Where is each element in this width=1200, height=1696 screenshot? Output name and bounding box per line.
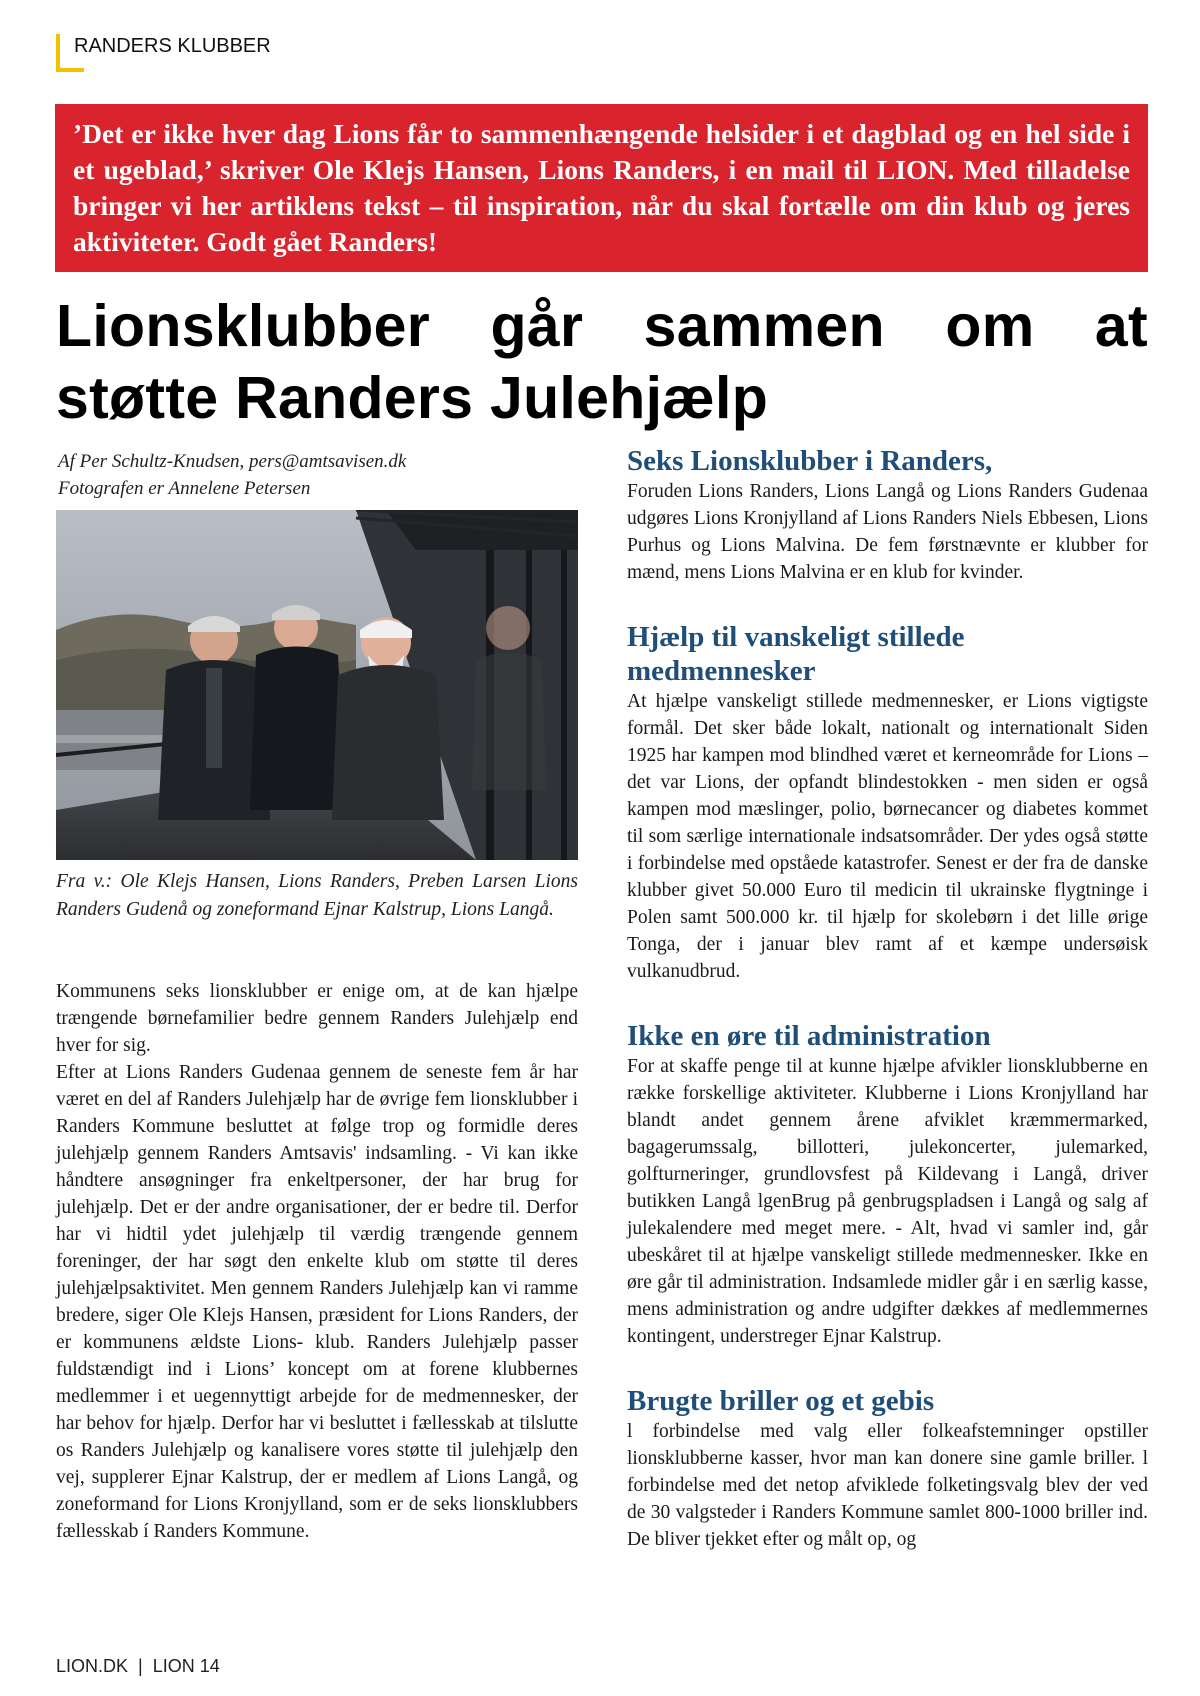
section-tag bbox=[56, 34, 271, 72]
intro-banner bbox=[55, 104, 1148, 272]
footer-page-number: LION 14 bbox=[152, 1656, 220, 1676]
section-heading: Ikke en øre til administration bbox=[627, 1020, 991, 1052]
article-section bbox=[627, 444, 1148, 586]
byline-author: Af Per Schultz-Knudsen, pers@amtsavisen.dk bbox=[58, 451, 407, 472]
article-section bbox=[627, 1384, 1148, 1553]
section-heading: Brugte briller og et gebis bbox=[627, 1385, 935, 1417]
section-heading: Seks Lionsklubber i Randers, bbox=[627, 445, 993, 477]
article-body-left bbox=[56, 978, 578, 1545]
section-text: For at skaffe penge til at kunne hjælpe afvikler lionsklubberne en række forskellige aktiviteter. Klubberne i Lions Kronjylland har blandt andet gennem årene afviklet kræmmermarked, bagagerumssalg, billotteri, julekoncerter, julemarked, golfturneringer, grundlovsfest på Kildevang i Langå, driver butikken Langå lgenBrug på genbrugspladsen i Langå og salg af julekalendere med meget mere. - Alt, hvad vi samler ind, går ubeskåret til at hjælpe vanskeligt stillede medmennesker. Ikke en øre går til administration. Indsamlede midler går i en særlig kasse, mens administration og andre udgifter dækkes af medlemmernes kontingent, understreger Ejnar Kalstrup. bbox=[627, 1056, 1148, 1347]
section-text: Foruden Lions Randers, Lions Langå og Lions Randers Gudenaa udgøres Lions Kronjylland af Lions Randers Niels Ebbesen, Lions Purhus og Lions Malvina. De fem førstnævnte er klubber for mænd, mens Lions Malvina er en klub for kvinder. bbox=[627, 481, 1148, 583]
footer-site-link[interactable]: LION.DK bbox=[56, 1656, 129, 1676]
photo-caption: Fra v.: Ole Klejs Hansen, Lions Randers, Preben Larsen Lions Randers Gudenå og zoneformand Ejnar Kalstrup, Lions Langå. bbox=[56, 871, 578, 920]
page-footer bbox=[56, 1656, 220, 1677]
section-heading: Hjælp til vanskeligt stillede medmennesker bbox=[627, 621, 965, 687]
article-body-right bbox=[627, 444, 1148, 1587]
section-text: l forbindelse med valg eller folkeafstemninger opstiller lionsklubberne kasser, hvor man kan donere sine gamle briller. l forbindelse med det netop afviklede folketingsvalg blev der ved de 30 valgsteder i Randers Kommune samlet 800-1000 briller ind. De bliver tjekket efter og målt op, og bbox=[627, 1421, 1148, 1550]
byline bbox=[58, 448, 578, 502]
article-photo bbox=[56, 510, 578, 860]
article-headline: Lionsklubber går sammen om at støtte Randers Julehjælp bbox=[56, 293, 1148, 431]
intro-banner-text: ’Det er ikke hver dag Lions får to sammenhængende helsider i et dagblad og en hel side i et ugeblad,’ skriver Ole Klejs Hansen, Lions Randers, i en mail til LION. Med tilladelse bringer vi her artiklens tekst – til inspiration, når du skal fortælle om din klub og jeres aktiviteter. Godt gået Randers! bbox=[73, 118, 1130, 257]
section-text: At hjælpe vanskeligt stillede medmennesker, er Lions vigtigste formål. Det sker både lokalt, nationalt og internationalt Siden 1925 har kampen mod blindhed været et kerneområde for Lions – det var Lions, der opfandt blindestokken - men siden er også kampen mod mæslinger, polio, børnecancer og diabetes kommet til som særlige internationale indsatsområder. Der ydes også støtte i forbindelse med opståede katastrofer. Senest er der fra de danske klubber givet 50.000 Euro til medicin til ukrainske flygtninge i Polen samt 500.000 kr. til hjælp for skolebørn i det lille ørige Tonga, der i januar blev ramt af et kæmpe undersøisk vulkanudbrud. bbox=[627, 691, 1148, 982]
article-section bbox=[627, 620, 1148, 985]
body-paragraph: Efter at Lions Randers Gudenaa gennem de seneste fem år har været en del af Randers Julehjælp har de øvrige fem lionsklubber i Randers Kommune besluttet at følge trop og formidle deres julehjælp gennem Randers Amtsavis' indsamling. - Vi kan ikke håndtere ansøgninger fra enkeltpersoner, der har brug for julehjælp. Det er der andre organisationer, der er bedre til. Derfor har vi hidtil ydet julehjælp til værdig trængende gennem foreninger, der har søgt den enkelte klub om støtte til deres julehjælpsaktivitet. Men gennem Randers Julehjælp kan vi ramme bredere, siger Ole Klejs Hansen, præsident for Lions Randers, der er kommunens ældste Lions- klub. Randers Julehjælp passer fuldstændigt ind i Lions’ koncept om at forene klubbernes medlemmer i et uegennyttigt arbejde for de medmennesker, der har behov for hjælp. Derfor har vi besluttet i fællesskab at tilslutte os Randers Julehjælp og kanalisere vores støtte til julehjælp den vej, supplerer Ejnar Kalstrup, der er medlem af Lions Langå, og zoneformand for Lions Kronjylland, som er de seks lionsklubbers fællesskab í Randers Kommune. bbox=[56, 1062, 578, 1542]
body-paragraph: Kommunens seks lionsklubber er enige om, at de kan hjælpe trængende børnefamilier bedre gennem Randers Julehjælp end hver for sig. bbox=[56, 981, 578, 1056]
section-label: RANDERS KLUBBER bbox=[74, 35, 271, 57]
article-section bbox=[627, 1019, 1148, 1350]
byline-photographer: Fotografen er Annelene Petersen bbox=[58, 478, 311, 499]
footer-separator: | bbox=[138, 1656, 143, 1676]
section-tag-accent bbox=[56, 68, 84, 72]
